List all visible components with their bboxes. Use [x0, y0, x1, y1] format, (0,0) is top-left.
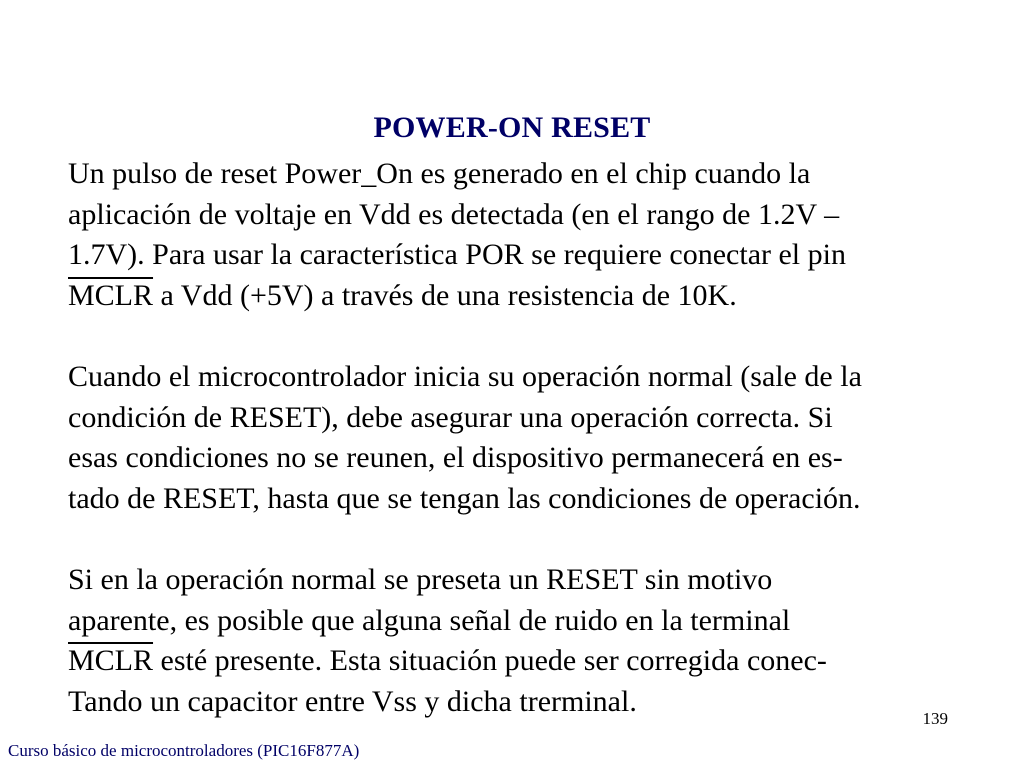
- text-line: tado de RESET, hasta que se tengan las condiciones de operación.: [68, 481, 861, 515]
- text-line: Tando un capacitor entre Vss y dicha trerminal.: [68, 684, 637, 718]
- paragraph-noise: [68, 560, 968, 722]
- text-line: Cuando el microcontrolador inicia su operación normal (sale de la: [68, 359, 862, 393]
- text-line: Si en la operación normal se preseta un RESET sin motivo: [68, 562, 773, 596]
- mclr-pin-label: MCLR: [68, 644, 154, 678]
- text-line: aplicación de voltaje en Vdd es detectada (en el rango de 1.2V –: [68, 197, 840, 231]
- slide-body: [68, 154, 968, 722]
- text-line: esas condiciones no se reunen, el dispositivo permanecerá en es-: [68, 441, 843, 475]
- paragraph-normal-operation: [68, 357, 968, 519]
- text-line: 1.7V). Para usar la característica POR se requiere conectar el pin: [68, 238, 846, 272]
- paragraph-power-on: [68, 154, 968, 316]
- mclr-pin-label: MCLR: [68, 278, 154, 312]
- text-line: [68, 276, 968, 317]
- text-line: [68, 641, 968, 682]
- text-line-rest: a Vdd (+5V) a través de una resistencia de 10K.: [153, 278, 737, 312]
- footer-course-title: Curso básico de microcontroladores (PIC16F877A): [8, 741, 360, 760]
- slide-title: POWER-ON RESET: [373, 111, 651, 144]
- text-line-rest: esté presente. Esta situación puede ser corregida conec-: [153, 644, 827, 678]
- text-line: Un pulso de reset Power_On es generado en el chip cuando la: [68, 157, 811, 190]
- text-line: condición de RESET), debe asegurar una operación correcta. Si: [68, 400, 833, 434]
- page-number: 139: [922, 709, 948, 728]
- paragraph-spacer: [68, 519, 968, 560]
- text-line: aparente, es posible que alguna señal de ruido en la terminal: [68, 603, 791, 637]
- paragraph-spacer: [68, 316, 968, 357]
